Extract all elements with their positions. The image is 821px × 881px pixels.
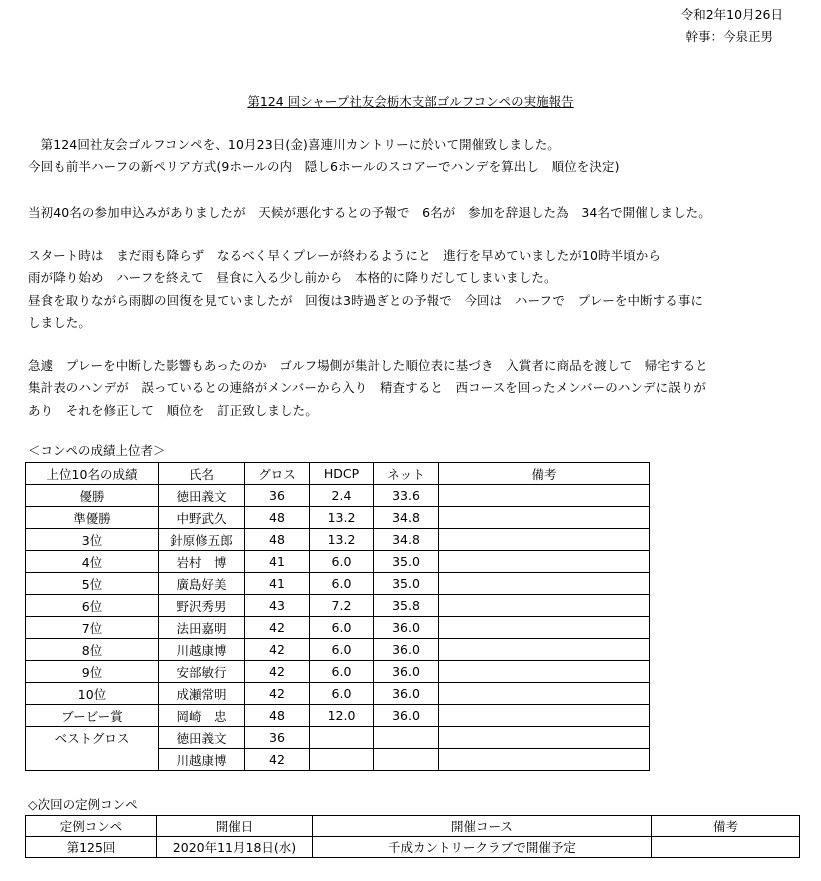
result-hdcp: 2.4	[310, 485, 374, 507]
header-date: 開催日	[157, 816, 313, 837]
header-rank: 上位10名の成績	[26, 463, 159, 485]
result-name: 法田嘉明	[159, 617, 245, 639]
next-date: 2020年11月18日(水)	[157, 837, 313, 858]
result-rank: 3位	[26, 529, 159, 551]
result-remarks	[439, 639, 650, 661]
result-row	[26, 595, 650, 617]
result-row	[26, 529, 650, 551]
result-net: 36.0	[374, 683, 439, 705]
result-net: 36.0	[374, 661, 439, 683]
result-net: 36.0	[374, 705, 439, 727]
paragraph-line: 第124回社友会ゴルフコンペを、10月23日(金)喜連川カントリーに於いて開催致しました。	[28, 137, 560, 152]
result-name: 岡崎 忠	[159, 705, 245, 727]
header-gross: グロス	[245, 463, 310, 485]
result-net: 34.8	[374, 529, 439, 551]
next-data-row	[26, 837, 800, 858]
header-competition: 定例コンペ	[26, 816, 157, 837]
result-remarks	[439, 683, 650, 705]
result-net: 34.8	[374, 507, 439, 529]
paragraph-line: 雨が降り始め ハーフを終えて 昼食に入る少し前から 本格的に降りだしてしまいました。	[28, 270, 557, 285]
result-remarks	[439, 507, 650, 529]
result-remarks	[439, 727, 650, 749]
result-rank: 4位	[26, 551, 159, 573]
paragraph-line: 今回も前半ハーフの新ペリア方式(9ホールの内 隠し6ホールのスコアーでハンデを算出し 順位を決定)	[28, 159, 620, 174]
result-gross: 48	[245, 529, 310, 551]
best-gross-label: ベストグロス	[26, 727, 159, 749]
result-name: 成瀬常明	[159, 683, 245, 705]
result-rank: 9位	[26, 661, 159, 683]
next-competition-table	[25, 815, 800, 858]
result-name: 岩村 博	[159, 551, 245, 573]
result-remarks	[439, 705, 650, 727]
result-name: 川越康博	[159, 749, 245, 771]
header-net: ネット	[374, 463, 439, 485]
paragraph-line: しました。	[28, 315, 92, 330]
results-heading: ＜コンペの成績上位者＞	[28, 443, 166, 458]
result-net: 35.8	[374, 595, 439, 617]
result-net: 36.0	[374, 617, 439, 639]
next-competition: 第125回	[26, 837, 157, 858]
result-gross: 41	[245, 551, 310, 573]
result-net: 36.0	[374, 639, 439, 661]
result-row	[26, 661, 650, 683]
result-gross: 42	[245, 661, 310, 683]
result-remarks	[439, 749, 650, 771]
next-remarks	[652, 837, 800, 858]
result-remarks	[439, 595, 650, 617]
result-gross: 42	[245, 617, 310, 639]
result-rank: 8位	[26, 639, 159, 661]
result-hdcp: 13.2	[310, 507, 374, 529]
paragraph-line: 当初40名の参加申込みがありましたが 天候が悪化するとの予報で 6名が 参加を辞退した為 34名で開催しました。	[28, 205, 711, 220]
result-row	[26, 551, 650, 573]
result-hdcp: 13.2	[310, 529, 374, 551]
result-row	[26, 617, 650, 639]
result-gross: 48	[245, 507, 310, 529]
result-hdcp	[310, 727, 374, 749]
next-heading: ◇次回の定例コンペ	[28, 797, 138, 812]
result-net: 35.0	[374, 551, 439, 573]
report-date: 令和2年10月26日	[680, 7, 783, 22]
paragraph-line: 急遽 プレーを中断した影響もあったのか ゴルフ場側が集計した順位表に基づき 入賞者に商品を渡して 帰宅すると	[28, 358, 708, 373]
result-net	[374, 727, 439, 749]
header-remarks: 備考	[652, 816, 800, 837]
result-rank: 5位	[26, 573, 159, 595]
result-remarks	[439, 485, 650, 507]
paragraph-line: あり それを修正して 順位を 訂正致しました。	[28, 403, 318, 418]
result-name: 川越康博	[159, 639, 245, 661]
report-title: 第124 回シャープ社友会栃木支部ゴルフコンペの実施報告	[247, 94, 574, 109]
result-gross: 36	[245, 485, 310, 507]
result-row	[26, 683, 650, 705]
result-gross: 42	[245, 749, 310, 771]
best-gross-row	[26, 727, 650, 749]
result-hdcp: 6.0	[310, 661, 374, 683]
header-hdcp: HDCP	[310, 463, 374, 485]
result-hdcp: 6.0	[310, 551, 374, 573]
result-net	[374, 749, 439, 771]
result-gross: 48	[245, 705, 310, 727]
result-remarks	[439, 573, 650, 595]
result-hdcp: 6.0	[310, 573, 374, 595]
header-remarks: 備考	[439, 463, 650, 485]
result-name: 針原修五郎	[159, 529, 245, 551]
result-rank: 6位	[26, 595, 159, 617]
result-hdcp: 6.0	[310, 639, 374, 661]
result-name: 中野武久	[159, 507, 245, 529]
result-hdcp: 6.0	[310, 617, 374, 639]
result-rank: 10位	[26, 683, 159, 705]
result-remarks	[439, 617, 650, 639]
result-remarks	[439, 551, 650, 573]
best-gross-label	[26, 749, 159, 771]
result-rank: 7位	[26, 617, 159, 639]
result-name: 安部敏行	[159, 661, 245, 683]
result-remarks	[439, 529, 650, 551]
next-header-row	[26, 816, 800, 837]
result-gross: 36	[245, 727, 310, 749]
paragraph-line: 集計表のハンデが 誤っているとの連絡がメンバーから入り 精査すると 西コースを回ったメンバーのハンデに誤りが	[28, 380, 707, 395]
paragraph-line: スタート時は まだ雨も降らず なるべく早くプレーが終わるようにと 進行を早めていましたが10時半頃から	[28, 248, 662, 263]
result-name: 野沢秀男	[159, 595, 245, 617]
result-rank: 準優勝	[26, 507, 159, 529]
results-table	[25, 462, 650, 771]
next-course: 千成カントリークラブで開催予定	[313, 837, 652, 858]
result-gross: 41	[245, 573, 310, 595]
result-name: 廣島好美	[159, 573, 245, 595]
best-gross-row	[26, 749, 650, 771]
results-header-row	[26, 463, 650, 485]
header-name: 氏名	[159, 463, 245, 485]
result-rank: 優勝	[26, 485, 159, 507]
result-rank: ブービー賞	[26, 705, 159, 727]
organizer-name: 幹事：今泉正男	[685, 29, 773, 44]
result-hdcp: 6.0	[310, 683, 374, 705]
result-row	[26, 639, 650, 661]
result-gross: 43	[245, 595, 310, 617]
result-row	[26, 507, 650, 529]
result-hdcp	[310, 749, 374, 771]
result-row	[26, 485, 650, 507]
result-net: 33.6	[374, 485, 439, 507]
result-hdcp: 12.0	[310, 705, 374, 727]
result-row	[26, 705, 650, 727]
result-name: 徳田義文	[159, 727, 245, 749]
result-gross: 42	[245, 639, 310, 661]
header-course: 開催コース	[313, 816, 652, 837]
result-hdcp: 7.2	[310, 595, 374, 617]
result-remarks	[439, 661, 650, 683]
result-row	[26, 573, 650, 595]
result-gross: 42	[245, 683, 310, 705]
result-net: 35.0	[374, 573, 439, 595]
result-name: 徳田義文	[159, 485, 245, 507]
paragraph-line: 昼食を取りながら雨脚の回復を見ていましたが 回復は3時過ぎとの予報で 今回は ハーフで プレーを中断する事に	[28, 293, 704, 308]
